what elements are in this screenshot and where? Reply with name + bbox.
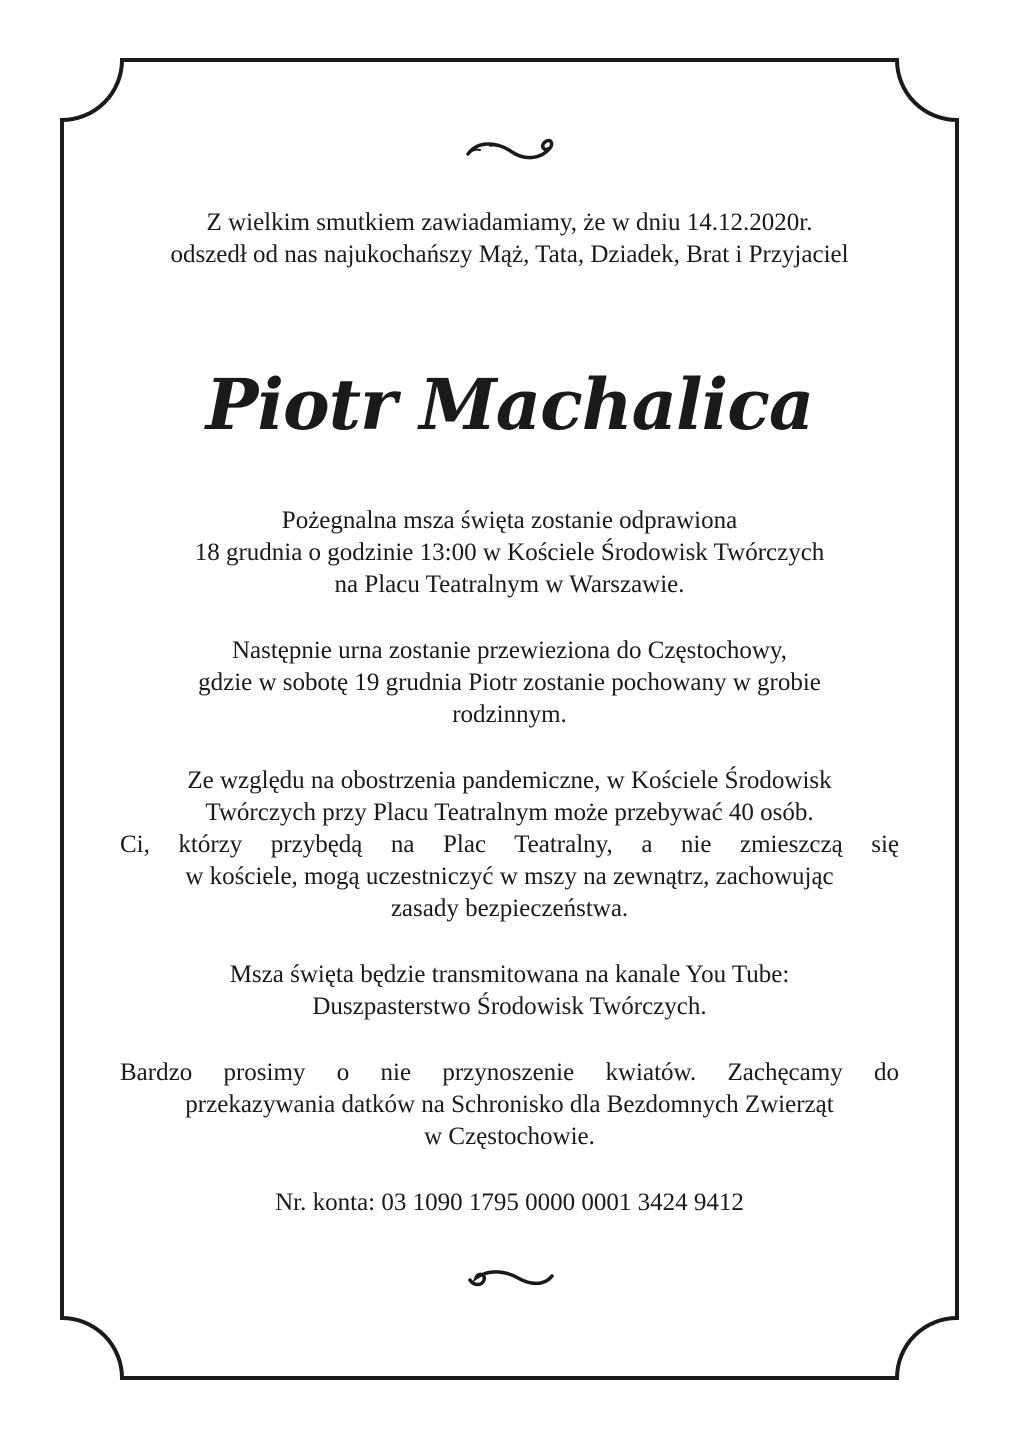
text-line: Duszpasterstwo Środowisk Twórczych. [312,993,707,1020]
text-line: na Placu Teatralnym w Warszawie. [334,571,685,598]
funeral-mass-paragraph [120,505,899,601]
burial-paragraph [120,635,899,731]
text-line: w Częstochowie. [424,1123,595,1150]
text-line: gdzie w sobotę 19 grudnia Piotr zostanie pochowany w grobie [198,669,821,696]
text-line: przekazywania datków na Schronisko dla Bezdomnych Zwierząt [185,1091,834,1118]
top-flourish-icon [460,130,560,170]
donations-paragraph [120,1057,899,1153]
bottom-flourish-icon [460,1258,560,1298]
text-line: Pożegnalna msza święta zostanie odprawiona [281,507,738,534]
text-line: w kościele, mogą uczestniczyć w mszy na zewnątrz, zachowując [185,863,834,890]
text-line: Nr. konta: 03 1090 1795 0000 0001 3424 9412 [275,1189,744,1216]
intro-line: Z wielkim smutkiem zawiadamiamy, że w dniu 14.12.2020r. [206,209,813,236]
account-number [120,1187,899,1219]
text-line: rodzinnym. [452,701,567,728]
deceased-name: Piotr Machalica [205,363,814,446]
text-line: Twórczych przy Placu Teatralnym może przebywać 40 osób. [205,799,814,826]
text-line: zasady bezpieczeństwa. [390,895,629,922]
text-line: 18 grudnia o godzinie 13:00 w Kościele Środowisk Twórczych [194,539,825,566]
text-line: Bardzo prosimy o nie przynoszenie kwiatów. Zachęcamy do [120,1059,899,1086]
text-line: Następnie urna zostanie przewieziona do Częstochowy, [231,637,788,664]
restrictions-paragraph [120,765,899,925]
text-line: Ze względu na obostrzenia pandemiczne, w Kościele Środowisk [187,767,832,794]
intro-line: odszedł od nas najukochańszy Mąż, Tata, Dziadek, Brat i Przyjaciel [170,241,849,268]
text-line: Msza święta będzie transmitowana na kanale You Tube: [229,961,790,988]
intro-text [120,207,899,271]
broadcast-paragraph [120,959,899,1023]
notice-body [120,505,899,1219]
text-line: Ci, którzy przybędą na Plac Teatralny, a nie zmieszczą się [120,831,899,858]
